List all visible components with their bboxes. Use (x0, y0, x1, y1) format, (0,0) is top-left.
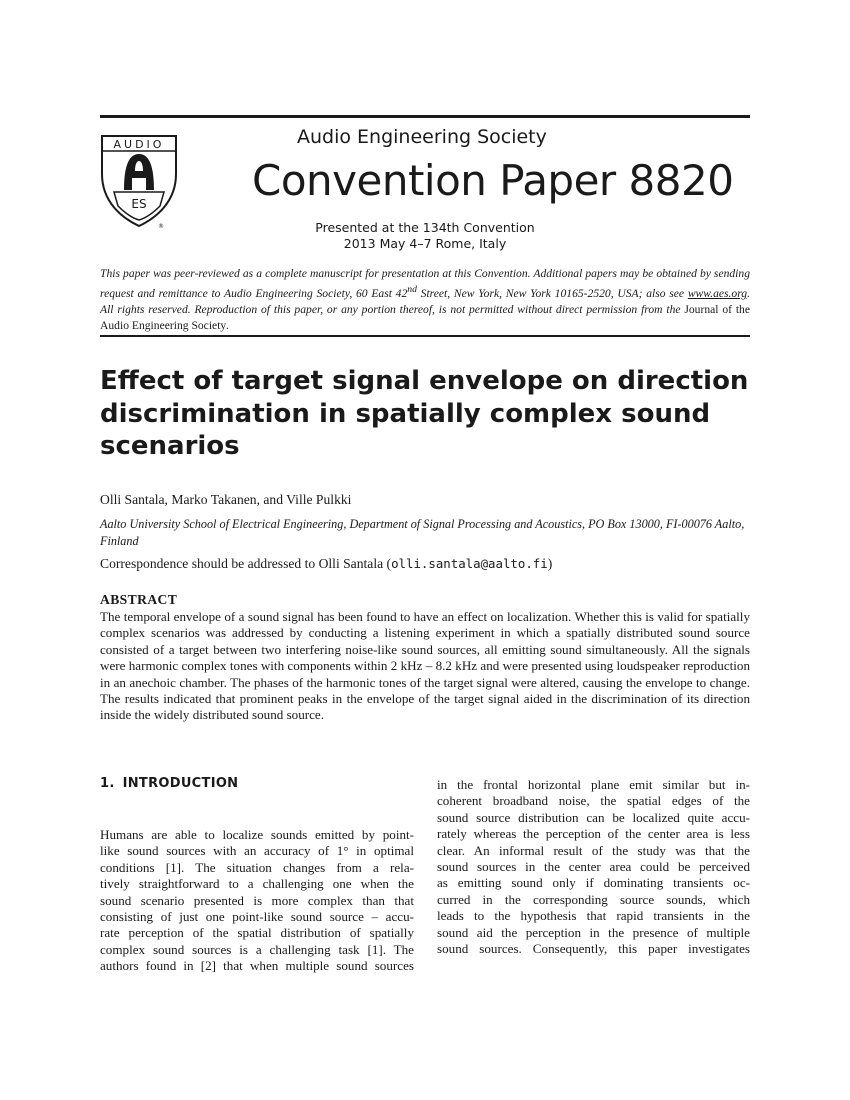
journal-name: Journal of the Audio Engineering Society (100, 302, 751, 332)
section-heading-introduction (100, 776, 238, 791)
text-line: clear. An informal result of the study was that the (437, 842, 750, 858)
abstract-text: The temporal envelope of a sound signal has been found to have an effect on localization. Whether this is valid for spatially complex scenarios was addressed by conducting a listening experiment in which a spatially distributed sound source consisted of a target between two interfering noise-like sound sources, all emitting sound simultaneously. All the signals were harmonic complex tones with components within 2 kHz – 8.2 kHz and were presented using loudspeaker reproduction in an anechoic chamber. The phases of the harmonic tones of the target signal were altered, causing the envelope to change. The results indicated that prominent peaks in the envelope of the target signal aided in the discrimination of its direction inside the widely distributed sound source. (100, 609, 750, 723)
introduction-column-right (437, 777, 750, 957)
section-number: 1. (100, 776, 115, 791)
logo-bottom-text: ES (131, 197, 147, 211)
presented-line: 2013 May 4–7 Rome, Italy (343, 236, 507, 251)
text-line: sound source distribution can be localized quite accu- (437, 809, 750, 825)
paper-title (100, 365, 760, 463)
text-line: like sound sources with an accuracy of 1° in optimal (100, 843, 414, 859)
aes-website-link[interactable]: www.aes.org (687, 286, 748, 300)
correspondence: Correspondence should be addressed to Olli Santala (olli.santala@aalto.fi) (100, 556, 553, 571)
text-line: consisting of just one point-like sound source – accu- (100, 909, 414, 925)
text-line: rate perception of the spatial distribution of spatially (100, 925, 414, 941)
paper-title-line: scenarios (100, 431, 240, 461)
correspondence-email[interactable]: olli.santala@aalto.fi (391, 556, 548, 571)
text-line: leads to the hypothesis that rapid transients in the (437, 908, 750, 924)
paper-title-line: discrimination in spatially complex sound (100, 398, 711, 429)
text-line: in the frontal horizontal plane emit similar but in- (437, 777, 750, 792)
text-line: coherent broadband noise, the spatial edges of the (437, 793, 750, 809)
text-line: as emitting sound only if dominating transients oc- (437, 875, 750, 891)
text-line: sound scenario presented is more complex than that (100, 892, 414, 908)
text-line: curred in the corresponding source sounds, which (437, 891, 750, 907)
text-line: conditions [1]. The situation changes from a rela- (100, 859, 414, 875)
text-line: authors found in [2] that when multiple sound sources (100, 958, 414, 974)
text-line: sound sources. Consequently, this paper investigates (437, 941, 750, 957)
society-name: Audio Engineering Society (297, 126, 547, 148)
top-rule (100, 115, 750, 118)
section-title: INTRODUCTION (122, 776, 239, 791)
text-line: rately whereas the perception of the center area is less (437, 826, 750, 842)
text-line: sound aid the perception in the presence of multiple (437, 924, 750, 940)
text-line: complex sound sources is a challenging task [1]. The (100, 941, 414, 957)
peer-review-notice: This paper was peer-reviewed as a complete manuscript for presentation at this Convention. Additional papers may be obtained by sending request and remittance to Audio Engineering Society, 60 East 42nd Street, New York, New York 10165-2520, USA; also see www.aes.org. All rights reserved. Reproduction of this paper, or any portion thereof, is not permitted without direct permission from the Journal of the Audio Engineering Society. (100, 267, 751, 332)
presented-at (250, 220, 600, 252)
convention-paper-title: Convention Paper 8820 (252, 156, 734, 205)
abstract-heading: ABSTRACT (100, 592, 178, 607)
paper-title-line: Effect of target signal envelope on direction (100, 366, 749, 396)
authors: Olli Santala, Marko Takanen, and Ville Pulkki (100, 492, 352, 507)
presented-line: Presented at the 134th Convention (315, 220, 535, 235)
affiliation: Aalto University School of Electrical Engineering, Department of Signal Processing and Acoustics, PO Box 13000, FI-00076 Aalto, Finland (100, 517, 745, 548)
logo-top-text: AUDIO (113, 138, 165, 151)
aes-logo (100, 134, 178, 230)
text-line: tively straightforward to a challenging one when the (100, 876, 414, 892)
text-line: Humans are able to localize sounds emitted by point- (100, 827, 414, 842)
logo-registered-mark: ® (158, 223, 164, 230)
header-bottom-rule (100, 335, 750, 337)
introduction-column-left (100, 827, 414, 975)
text-line: sound sources in the center area could be perceived (437, 859, 750, 875)
